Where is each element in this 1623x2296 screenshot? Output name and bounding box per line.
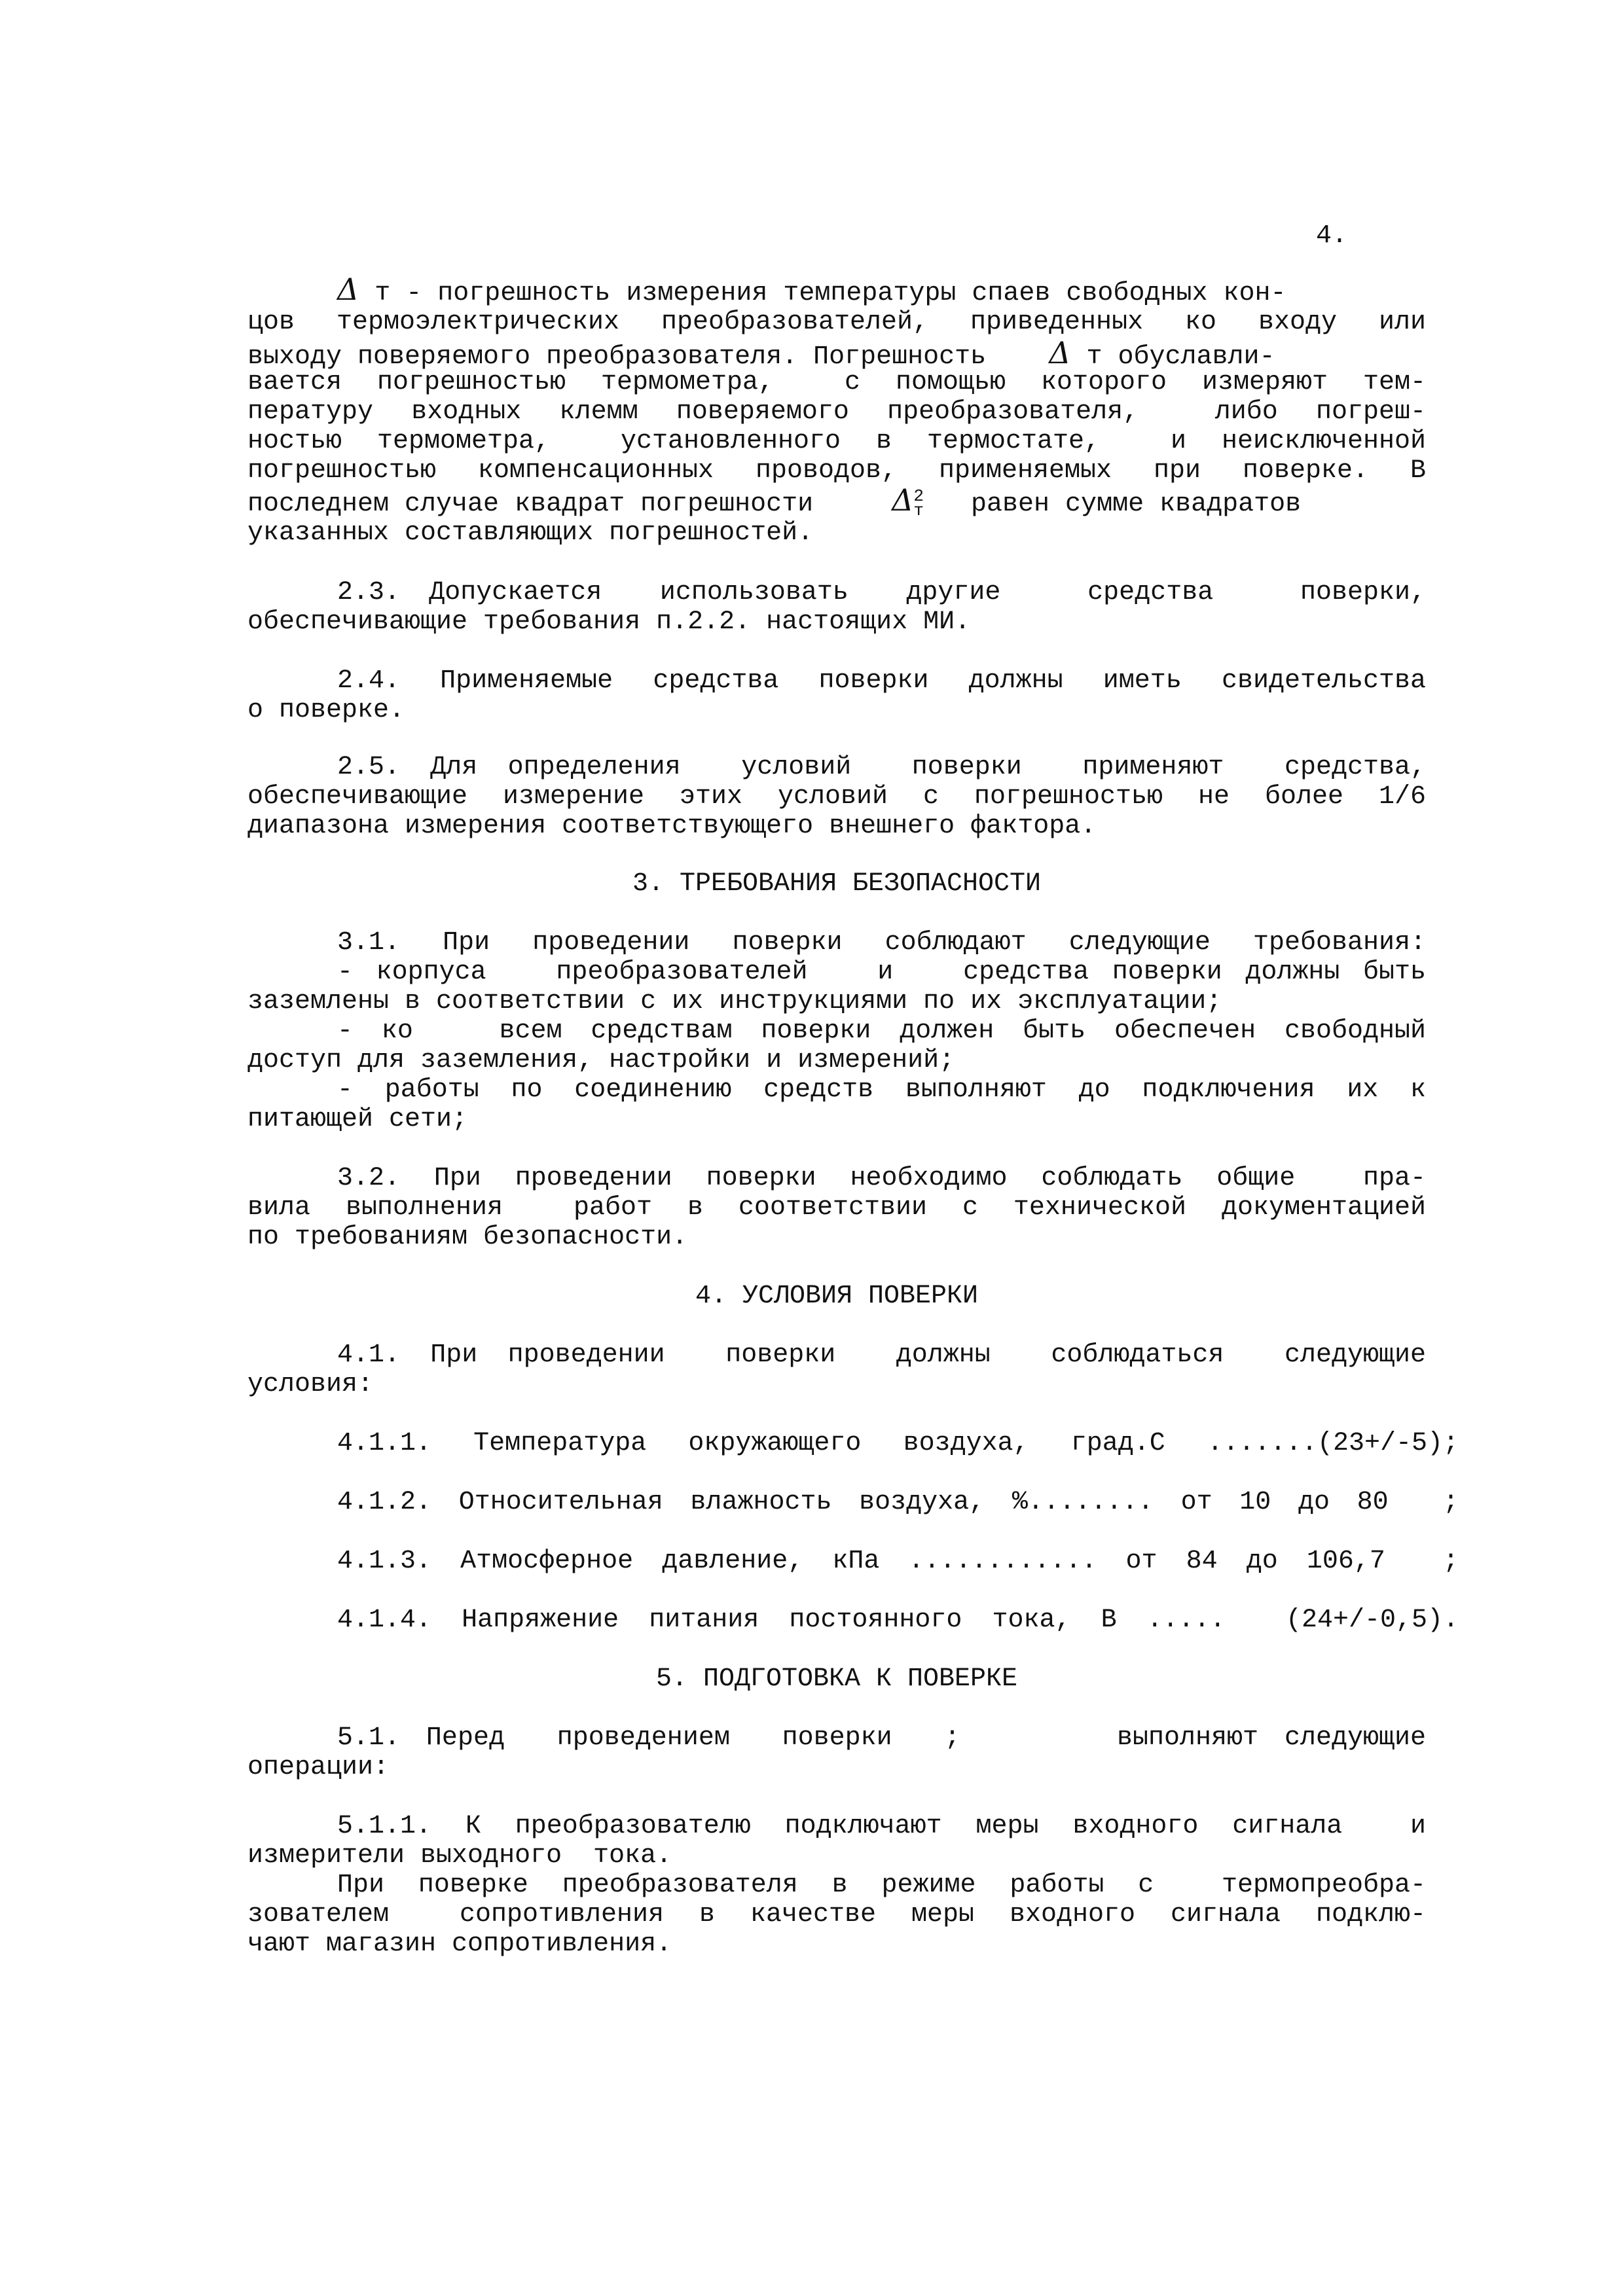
page-number: 4. (1316, 221, 1348, 251)
text-line: диапазона измерения соответствующего внешнего фактора. (247, 812, 1097, 841)
section-heading-5: 5. ПОДГОТОВКА К ПОВЕРКЕ (655, 1664, 1018, 1694)
delta-symbol: Δ (337, 272, 359, 307)
text-line: условия: (247, 1370, 374, 1399)
text-line: последнем случае квадрат погрешности Δ 2 т равен сумме квадратов (247, 482, 1302, 521)
text-line: измерители выходного тока. (247, 1841, 672, 1871)
delta-symbol: Δ (1049, 335, 1071, 370)
section-heading-3: 3. ТРЕБОВАНИЯ БЕЗОПАСНОСТИ (632, 869, 1042, 899)
condition-temperature: 4.1.1. Температура окружающего воздуха, град.С .......(23+/-5); (337, 1429, 1459, 1458)
paragraph-4-1: 4.1. При проведении поверки должны соблюдаться следующие (337, 1340, 1426, 1370)
list-item: - работы по соединению средств выполняют до подключения их к (337, 1075, 1426, 1105)
text-line: обеспечивающие требования п.2.2. настоящих МИ. (247, 607, 971, 637)
text-line: Δ т - погрешность измерения температуры спаев свободных кон- (337, 272, 1286, 308)
text-line: вила выполнения работ в соответствии с технической документацией (247, 1193, 1426, 1223)
text-line: операции: (247, 1753, 390, 1782)
text-line: по требованиям безопасности. (247, 1223, 688, 1252)
text-line: пературу входных клемм поверяемого преобразователя, либо погреш- (247, 397, 1426, 427)
list-item: - ко всем средствам поверки должен быть обеспечен свободный (337, 1016, 1426, 1046)
delta-squared-index: 2 т (913, 486, 924, 521)
text-line: о поверке. (247, 696, 405, 725)
condition-voltage: 4.1.4. Напряжение питания постоянного тока, В ..... (24+/-0,5). (337, 1605, 1459, 1635)
text-line: погрешностью компенсационных проводов, применяемых при поверке. В (247, 456, 1426, 486)
paragraph-2-3: 2.3. Допускается использовать другие средства поверки, (337, 578, 1426, 607)
text-line: цов термоэлектрических преобразователей, приведенных ко входу или (247, 308, 1426, 337)
paragraph-3-1: 3.1. При проведении поверки соблюдают следующие требования: (337, 928, 1426, 958)
delta-symbol: Δ (892, 482, 914, 518)
text-line: ностью термометра, установленного в термостате, и неисключенной (247, 427, 1426, 456)
text-line: обеспечивающие измерение этих условий с погрешностью не более 1/6 (247, 782, 1426, 812)
text-line: чают магазин сопротивления. (247, 1929, 672, 1959)
text-line: При поверке преобразователя в режиме работы с термопреобра- (337, 1871, 1426, 1900)
condition-pressure: 4.1.3. Атмосферное давление, кПа ............ от 84 до 106,7 ; (337, 1547, 1459, 1576)
condition-humidity: 4.1.2. Относительная влажность воздуха, %........ от 10 до 80 ; (337, 1488, 1459, 1517)
text-line: зователем сопротивления в качестве меры входного сигнала подклю- (247, 1900, 1426, 1929)
text-line: доступ для заземления, настройки и измерений; (247, 1046, 955, 1075)
paragraph-5-1-1: 5.1.1. К преобразователю подключают меры входного сигнала и (337, 1812, 1426, 1841)
paragraph-5-1: 5.1. Перед проведением поверки ; выполняют следующие (337, 1723, 1426, 1753)
paragraph-3-2: 3.2. При проведении поверки необходимо соблюдать общие пра- (337, 1164, 1426, 1193)
paragraph-2-4: 2.4. Применяемые средства поверки должны иметь свидетельства (337, 666, 1426, 696)
text-line: заземлены в соответствии с их инструкциями по их эксплуатации; (247, 987, 1222, 1016)
paragraph-2-5: 2.5. Для определения условий поверки применяют средства, (337, 753, 1426, 782)
text-line: выходу поверяемого преобразователя. Погрешность Δ т обуславли- (247, 335, 1275, 372)
list-item: - корпуса преобразователей и средства поверки должны быть (337, 958, 1426, 987)
text-line: указанных составляющих погрешностей. (247, 518, 814, 548)
text-line: питающей сети; (247, 1105, 468, 1134)
section-heading-4: 4. УСЛОВИЯ ПОВЕРКИ (695, 1282, 979, 1311)
text-line: вается погрешностью термометра, с помощью которого измеряют тем- (247, 368, 1426, 397)
